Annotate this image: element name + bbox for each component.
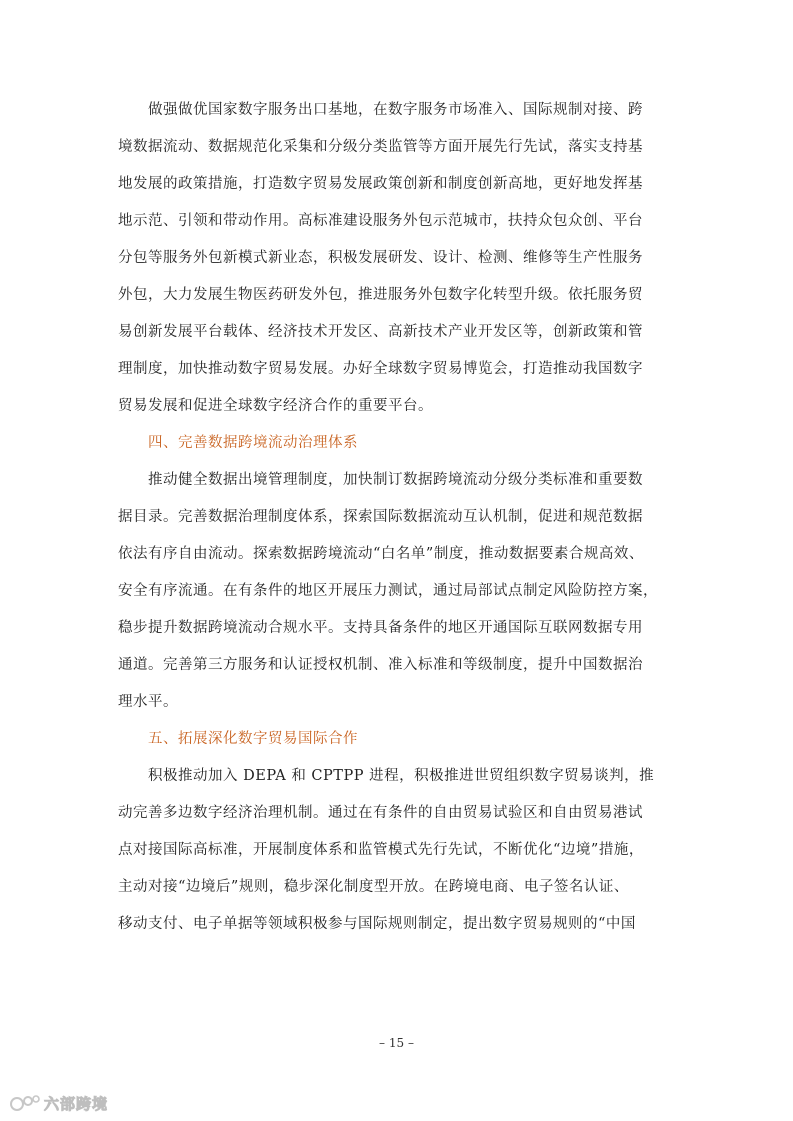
text-line: 据目录。完善数据治理制度体系，探索国际数据流动互认机制，促进和规范数据 [118,509,643,525]
text-line: 分包等服务外包新模式新业态，积极发展研发、设计、检测、维修等生产性服务 [118,250,643,266]
text-line: 安全有序流通。在有条件的地区开展压力测试，通过局部试点制定风险防控方案， [118,583,658,599]
watermark [8,1092,108,1114]
paragraph-2 [118,470,676,729]
paragraph-1 [118,100,676,433]
paragraph-3 [118,766,676,951]
watermark-text: 六部跨境 [44,1094,109,1113]
text-line: 通道。完善第三方服务和认证授权机制、准入标准和等级制度，提升中国数据治 [118,657,643,673]
text-line: 理制度，加快推动数字贸易发展。办好全球数字贸易博览会，打造推动我国数字 [118,361,643,377]
text-line: 推动健全数据出境管理制度，加快制订数据跨境流动分级分类标准和重要数 [118,472,643,488]
text-line: 境数据流动、数据规范化采集和分级分类监管等方面开展先行先试，落实支持基 [118,139,643,155]
text-line: 动完善多边数字经济治理机制。通过在有条件的自由贸易试验区和自由贸易港试 [118,805,643,821]
text-line: 地发展的政策措施，打造数字贸易发展政策创新和制度创新高地，更好地发挥基 [118,176,643,192]
text-line: 依法有序自由流动。探索数据跨境流动“白名单”制度，推动数据要素合规高效、 [118,546,644,562]
text-line: 易创新发展平台载体、经济技术开发区、高新技术产业开发区等，创新政策和管 [118,324,643,340]
text-line: 积极推动加入 DEPA 和 CPTPP 进程，积极推进世贸组织数字贸易谈判，推 [118,768,655,784]
text-line: 地示范、引领和带动作用。高标准建设服务外包示范城市，扶持众包众创、平台 [118,213,643,229]
text-line: 移动支付、电子单据等领域积极参与国际规则制定，提出数字贸易规则的“中国 [118,916,636,932]
text-line: 点对接国际高标准，开展制度体系和监管模式先行先试，不断优化“边境”措施， [118,842,644,858]
text-line: 做强做优国家数字服务出口基地，在数字服务市场准入、国际规制对接、跨 [118,102,643,118]
text-line: 理水平。 [118,694,178,710]
section-heading-4: 四、完善数据跨境流动治理体系 [148,435,358,451]
text-line: 贸易发展和促进全球数字经济合作的重要平台。 [118,398,433,414]
text-line: 稳步提升数据跨境流动合规水平。支持具备条件的地区开通国际互联网数据专用 [118,620,643,636]
section-heading-5: 五、拓展深化数字贸易国际合作 [148,731,358,747]
text-line: 外包，大力发展生物医药研发外包，推进服务外包数字化转型升级。依托服务贸 [118,287,643,303]
text-line: 主动对接“边境后”规则，稳步深化制度型开放。在跨境电商、电子签名认证、 [118,879,629,895]
page-number: – 15 – [379,1036,414,1050]
logo-icon [8,1092,42,1114]
page-content [118,100,676,951]
